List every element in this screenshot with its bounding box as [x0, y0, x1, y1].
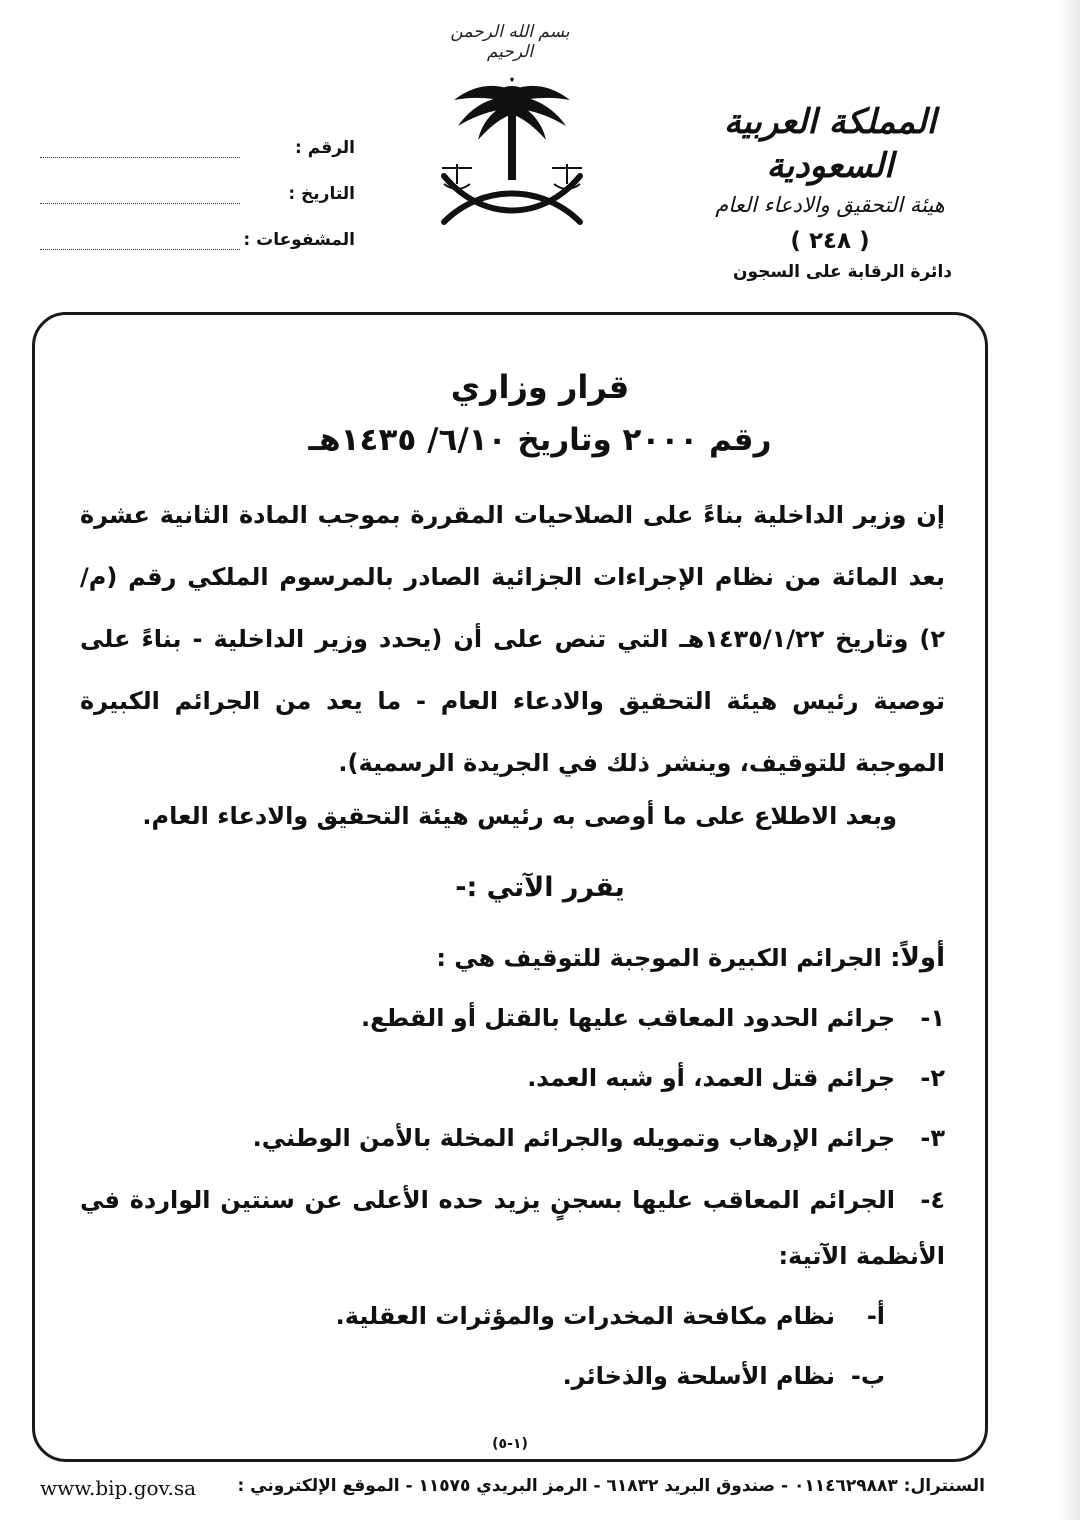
number-field — [40, 112, 355, 158]
first-clause-label: أولاً: — [890, 943, 945, 973]
number-line — [40, 137, 240, 158]
sub-item — [80, 1350, 945, 1410]
agency-name: هيئة التحقيق والادعاء العام — [715, 193, 945, 217]
list-item-text: الجرائم المعاقب عليها بسجنٍ يزيد حده الأعلى عن سنتين الواردة في الأنظمة الآتية: — [80, 1186, 945, 1270]
attachments-line — [40, 229, 240, 250]
review-paragraph: وبعد الاطلاع على ما أوصى به رئيس هيئة التحقيق والادعاء العام. — [142, 802, 897, 830]
date-label: التاريخ : — [288, 184, 355, 204]
sub-item — [80, 1290, 945, 1350]
kingdom-name: المملكة العربية السعودية — [723, 102, 937, 186]
list-item-text: جرائم الحدود المعاقب عليها بالقتل أو القطع. — [361, 1004, 895, 1032]
number-label: الرقم : — [295, 138, 355, 158]
page-edge — [1058, 0, 1080, 1520]
department-name: دائرة الرقابة على السجون — [733, 262, 952, 282]
list-item-number: ٣- — [920, 1124, 945, 1152]
attachments-field — [40, 204, 355, 250]
sub-item-letter: أ- — [866, 1302, 885, 1330]
first-clause-text: الجرائم الكبيرة الموجبة للتوقيف هي : — [436, 944, 882, 972]
footer-contact: السنترال: ٠١١٤٦٢٩٨٨٣ - صندوق البريد ٦١٨٣٢ - الرمز البريدي ١١٥٧٥ - الموقع الإلكتروني : — [237, 1476, 985, 1496]
first-clause — [80, 932, 945, 992]
footer — [40, 1476, 985, 1500]
date-field — [40, 158, 355, 204]
sub-item-letter: ب- — [850, 1362, 885, 1390]
saudi-emblem-icon — [432, 72, 592, 232]
website-link[interactable]: www.bip.gov.sa — [40, 1476, 197, 1500]
date-line — [40, 183, 240, 204]
decision-number: رقم ٢٠٠٠ وتاريخ ٦/١٠/ ١٤٣٥هـ — [308, 422, 772, 458]
list-item — [80, 1112, 945, 1172]
issuer-block — [680, 100, 980, 254]
list-item — [80, 1052, 945, 1112]
page-number: (١-٥) — [492, 1436, 528, 1452]
list-item — [80, 1172, 945, 1284]
list-item-text: جرائم قتل العمد، أو شبه العمد. — [527, 1064, 895, 1092]
decision-title: قرار وزاري — [450, 368, 630, 406]
list-item-number: ٤- — [920, 1186, 945, 1214]
sub-item-text: نظام مكافحة المخدرات والمؤثرات العقلية. — [335, 1302, 835, 1330]
decides-heading: يقرر الآتي :- — [455, 872, 625, 903]
reference-fields — [40, 112, 355, 250]
preamble-paragraph: إن وزير الداخلية بناءً على الصلاحيات المقررة بموجب المادة الثانية عشرة بعد المائة من نظام الإجراءات الجزائية الصادر بالمرسوم الملكي رقم (م/٢) وتاريخ ١٤٣٥/١/٢٢هـ التي تنص على أن (يحدد وزير الداخلية - بناءً على توصية رئيس هيئة التحقيق والادعاء العام - ما يعد من الجرائم الكبيرة الموجبة للتوقيف، وينشر ذلك في الجريدة الرسمية). — [80, 501, 945, 777]
list-item — [80, 992, 945, 1052]
decision-list — [80, 932, 945, 1410]
attachments-label: المشفوعات : — [243, 230, 355, 250]
basmala: بسم الله الرحمن الرحيم — [450, 22, 570, 62]
list-item-text: جرائم الإرهاب وتمويله والجرائم المخلة بالأمن الوطني. — [252, 1124, 895, 1152]
list-item-number: ١- — [920, 1004, 945, 1032]
list-item-number: ٢- — [920, 1064, 945, 1092]
agency-code: ( ٢٤٨ ) — [790, 228, 870, 254]
sub-item-text: نظام الأسلحة والذخائر. — [562, 1362, 835, 1390]
